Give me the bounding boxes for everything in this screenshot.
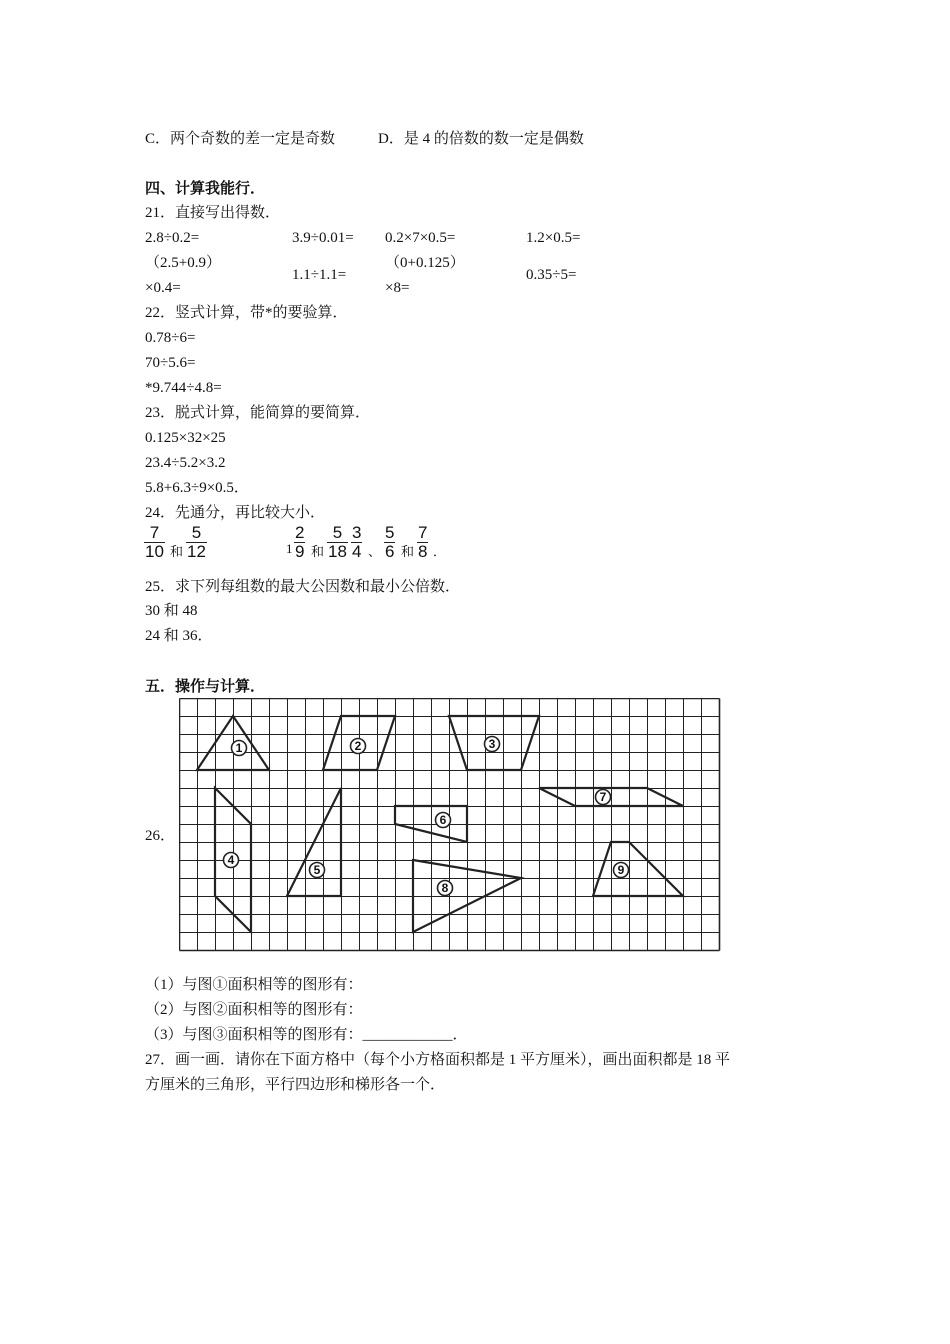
and-word-3: 和	[401, 544, 415, 559]
svg-text:4: 4	[227, 853, 235, 867]
q26-sub1: （1）与图①面积相等的图形有：	[145, 977, 363, 993]
label-7	[596, 790, 611, 805]
q21-g1: （0+0.125）	[385, 255, 465, 271]
q21-e1: （2.5+0.9）	[145, 255, 221, 271]
fraction-denominator: 10	[145, 542, 164, 561]
q22-c: *9.744÷4.8=	[145, 380, 222, 396]
section4-title: 四、计算我能行．	[145, 181, 266, 197]
shape-grid	[179, 698, 724, 953]
and-word-1: 和	[170, 544, 184, 559]
svg-text:8: 8	[441, 881, 449, 895]
fraction-5-6	[384, 524, 395, 561]
label-9	[614, 863, 629, 878]
label-4	[224, 853, 239, 868]
label-2	[351, 739, 366, 754]
q23-a: 0.125×32×25	[145, 430, 226, 446]
q25-b: 24 和 36．	[145, 628, 213, 644]
fraction-2-9	[294, 524, 305, 561]
fraction-denominator: 12	[187, 542, 206, 561]
label-3	[485, 737, 500, 752]
q21-f: 1.1÷1.1=	[292, 267, 347, 283]
q21-d: 1.2×0.5=	[526, 230, 581, 246]
q26-sub3: （3）与图③面积相等的图形有：____________．	[145, 1027, 468, 1043]
mixed-whole: 1	[286, 541, 293, 556]
option-d: D．是 4 的倍数的数一定是偶数	[378, 131, 584, 147]
q26-sub2: （2）与图②面积相等的图形有：	[145, 1002, 363, 1018]
q21-h: 0.35÷5=	[526, 267, 577, 283]
shape-9-trapezoid	[593, 842, 683, 896]
fraction-numerator: 3	[352, 523, 362, 542]
fraction-denominator: 18	[328, 542, 347, 561]
fraction-denominator: 4	[352, 542, 362, 561]
q22-a: 0.78÷6=	[145, 330, 196, 346]
q21-title: 21．直接写出得数．	[145, 205, 281, 221]
fraction-numerator: 5	[385, 523, 395, 542]
q23-b: 23.4÷5.2×3.2	[145, 455, 226, 471]
q21-b: 3.9÷0.01=	[292, 230, 354, 246]
q23-c: 5.8+6.3÷9×0.5．	[145, 480, 249, 496]
separator: 、	[368, 544, 382, 559]
fraction-numerator: 5	[186, 524, 207, 543]
fraction-denominator: 6	[385, 542, 395, 561]
label-1	[232, 741, 247, 756]
q21-c: 0.2×7×0.5=	[385, 230, 456, 246]
q25-a: 30 和 48	[145, 603, 198, 619]
label-8	[438, 881, 453, 896]
q24-title: 24．先通分，再比较大小．	[145, 505, 326, 521]
section5-title: 五．操作与计算．	[145, 679, 266, 695]
svg-text:6: 6	[439, 813, 447, 827]
svg-text:3: 3	[488, 737, 496, 751]
and-word-2: 和	[311, 544, 325, 559]
svg-text:9: 9	[617, 863, 625, 877]
fraction-numerator: 7	[144, 524, 165, 543]
q23-title: 23．脱式计算，能简算的要简算．	[145, 405, 371, 421]
svg-text:2: 2	[354, 739, 362, 753]
label-5	[310, 863, 325, 878]
q26-label: 26．	[145, 828, 176, 844]
fraction-end: ．	[433, 544, 447, 559]
fraction-5-18	[327, 524, 348, 561]
svg-text:5: 5	[313, 863, 321, 877]
fraction-5-12	[186, 524, 207, 561]
q22-b: 70÷5.6=	[145, 355, 196, 371]
q21-g2: ×8=	[385, 280, 410, 296]
label-6	[436, 813, 451, 828]
q22-title: 22．竖式计算，带*的要验算．	[145, 305, 348, 321]
fraction-7-10	[144, 524, 165, 561]
q25-title: 25．求下列每组数的最大公因数和最小公倍数．	[145, 579, 461, 595]
fraction-denominator: 9	[295, 542, 305, 561]
q21-a: 2.8÷0.2=	[145, 230, 200, 246]
option-c: C．两个奇数的差一定是奇数	[145, 131, 336, 147]
q21-e2: ×0.4=	[145, 280, 181, 296]
fraction-numerator: 2	[295, 523, 305, 542]
fraction-3-4	[351, 524, 362, 561]
fraction-numerator: 5	[327, 524, 348, 543]
fraction-denominator: 8	[418, 542, 428, 561]
q27-line1: 27．画一画．请你在下面方格中（每个小方格面积都是 1 平方厘米），画出面积都是 18 平	[145, 1052, 731, 1068]
q27-line2: 方厘米的三角形，平行四边形和梯形各一个．	[145, 1077, 446, 1093]
fraction-7-8	[417, 524, 428, 561]
svg-text:1: 1	[235, 741, 243, 755]
svg-text:7: 7	[599, 790, 607, 804]
fraction-numerator: 7	[418, 523, 428, 542]
